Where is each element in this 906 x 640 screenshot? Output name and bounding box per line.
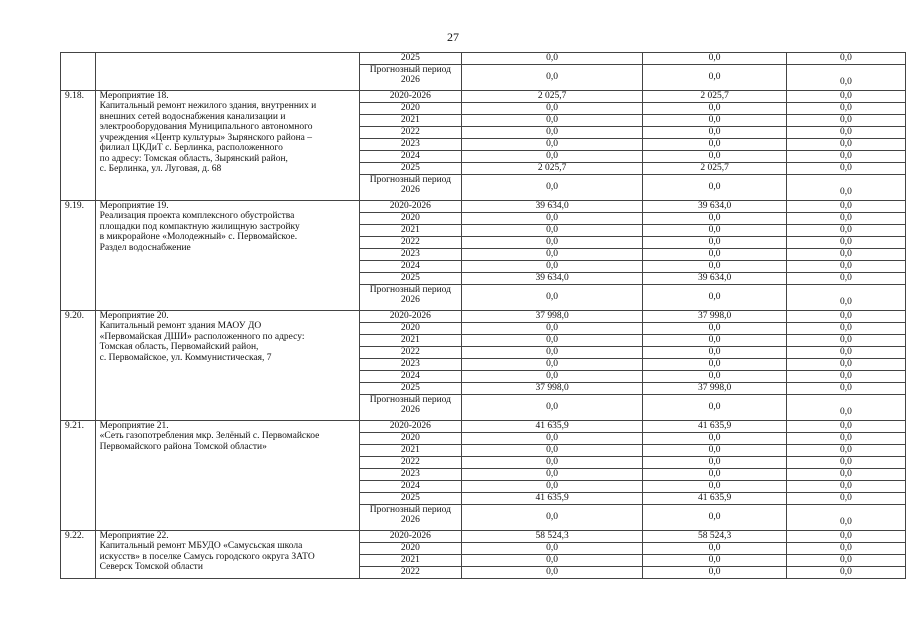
budget-value-cell: 0,0 — [643, 445, 786, 457]
other-value-cell: 0,0 — [786, 225, 905, 237]
value-text: 0,0 — [708, 292, 721, 302]
other-value-cell: 0,0 — [786, 457, 905, 469]
other-value-cell: 0,0 — [786, 347, 905, 359]
event-description-line: «Первомайская ДШИ» расположенного по адресу: — [99, 331, 305, 342]
other-value-cell: 0,0 — [786, 237, 905, 249]
other-value-cell: 0,0 — [786, 531, 905, 543]
total-value-cell: 0,0 — [461, 433, 643, 445]
event-description-line: Мероприятие 18. — [99, 91, 169, 101]
event-description-line: Первомайского района Томской области» — [99, 441, 267, 452]
year-cell: 2024 — [359, 371, 461, 383]
value-text: 0,0 — [708, 182, 721, 192]
event-description-line: внешних сетей водоснабжения канализации и — [99, 111, 286, 122]
year-cell: 2025 — [359, 53, 461, 65]
event-number-cell: 9.18. — [61, 91, 96, 201]
budget-value-cell: 0,0 — [643, 323, 786, 335]
other-value-cell: 0,0 — [786, 481, 905, 493]
year-cell: 2025 — [359, 383, 461, 395]
other-value-cell: 0,0 — [786, 469, 905, 481]
total-value-cell — [461, 65, 643, 91]
total-value-cell: 39 634,0 — [461, 273, 643, 285]
other-value-cell: 0,0 — [786, 493, 905, 505]
year-cell: 2023 — [359, 469, 461, 481]
other-value-cell: 0,0 — [786, 445, 905, 457]
value-text: 0,0 — [708, 72, 721, 82]
year-cell: 2020 — [359, 323, 461, 335]
forecast-period-label: Прогнозный период — [369, 175, 451, 185]
year-cell: 2022 — [359, 457, 461, 469]
other-value-cell — [786, 65, 905, 91]
total-value-cell: 0,0 — [461, 335, 643, 347]
total-value-cell: 0,0 — [461, 481, 643, 493]
other-value-cell: 0,0 — [786, 115, 905, 127]
event-description-line: с. Первомайское, ул. Коммунистическая, 7 — [99, 352, 272, 363]
total-value-cell: 0,0 — [461, 555, 643, 567]
other-value-cell — [786, 285, 905, 311]
value-text: 0,0 — [839, 297, 852, 307]
total-value-cell: 2 025,7 — [461, 163, 643, 175]
budget-value-cell — [643, 175, 786, 201]
budget-value-cell: 37 998,0 — [643, 311, 786, 323]
year-cell: 2020 — [359, 213, 461, 225]
value-text: 0,0 — [839, 77, 852, 87]
year-cell: 2021 — [359, 445, 461, 457]
event-description-cell — [95, 421, 359, 531]
event-description-line: с. Берлинка, ул. Луговая, д. 68 — [99, 164, 222, 175]
table-row — [61, 53, 906, 65]
event-description-line: Капитальный ремонт нежилого здания, внутренних и — [99, 101, 317, 112]
budget-value-cell: 0,0 — [643, 567, 786, 579]
year-cell: 2023 — [359, 359, 461, 371]
year-cell: 2022 — [359, 127, 461, 139]
budget-value-cell: 0,0 — [643, 249, 786, 261]
year-cell: 2020-2026 — [359, 421, 461, 433]
total-value-cell: 0,0 — [461, 457, 643, 469]
other-value-cell: 0,0 — [786, 335, 905, 347]
budget-value-cell: 0,0 — [643, 359, 786, 371]
other-value-cell: 0,0 — [786, 433, 905, 445]
total-value-cell: 39 634,0 — [461, 201, 643, 213]
total-value-cell: 0,0 — [461, 261, 643, 273]
event-description-line: по адресу: Томская область, Зырянский район, — [99, 153, 288, 164]
budget-value-cell: 0,0 — [643, 371, 786, 383]
budget-value-cell — [643, 505, 786, 531]
event-number-cell: 9.21. — [61, 421, 96, 531]
total-value-cell: 0,0 — [461, 323, 643, 335]
year-cell: 2020-2026 — [359, 91, 461, 103]
budget-value-cell: 0,0 — [643, 139, 786, 151]
total-value-cell: 58 524,3 — [461, 531, 643, 543]
event-description-cell — [95, 53, 359, 91]
other-value-cell: 0,0 — [786, 103, 905, 115]
budget-value-cell: 0,0 — [643, 151, 786, 163]
budget-table — [60, 52, 906, 579]
budget-value-cell: 0,0 — [643, 347, 786, 359]
event-number-cell: 9.20. — [61, 311, 96, 421]
other-value-cell: 0,0 — [786, 139, 905, 151]
total-value-cell — [461, 505, 643, 531]
event-description-line: Реализация проекта комплексного обустройства — [99, 211, 295, 222]
year-cell — [359, 65, 461, 91]
value-text: 0,0 — [546, 292, 559, 302]
total-value-cell: 0,0 — [461, 543, 643, 555]
budget-value-cell: 41 635,9 — [643, 493, 786, 505]
budget-value-cell: 0,0 — [643, 261, 786, 273]
total-value-cell — [461, 285, 643, 311]
other-value-cell — [786, 505, 905, 531]
forecast-period-label: Прогнозный период — [369, 285, 451, 295]
year-cell: 2020 — [359, 543, 461, 555]
value-text: 0,0 — [839, 407, 852, 417]
budget-value-cell: 0,0 — [643, 103, 786, 115]
budget-table-body — [61, 53, 906, 579]
event-number-cell: 9.19. — [61, 201, 96, 311]
other-value-cell: 0,0 — [786, 163, 905, 175]
budget-value-cell: 0,0 — [643, 213, 786, 225]
budget-value-cell: 0,0 — [643, 237, 786, 249]
table-row — [61, 311, 906, 323]
budget-value-cell: 0,0 — [643, 457, 786, 469]
budget-value-cell: 0,0 — [643, 335, 786, 347]
budget-value-cell: 0,0 — [643, 543, 786, 555]
total-value-cell: 0,0 — [461, 469, 643, 481]
total-value-cell: 0,0 — [461, 103, 643, 115]
budget-value-cell: 0,0 — [643, 115, 786, 127]
year-cell: 2020-2026 — [359, 311, 461, 323]
other-value-cell: 0,0 — [786, 261, 905, 273]
total-value-cell — [461, 175, 643, 201]
forecast-year: 2026 — [400, 295, 420, 306]
year-cell: 2022 — [359, 567, 461, 579]
event-description-line: Мероприятие 19. — [99, 201, 169, 211]
other-value-cell: 0,0 — [786, 91, 905, 103]
total-value-cell: 37 998,0 — [461, 311, 643, 323]
other-value-cell: 0,0 — [786, 151, 905, 163]
year-cell: 2024 — [359, 151, 461, 163]
event-description-line: «Сеть газопотребления мкр. Зелёный с. Первомайское — [99, 431, 320, 442]
forecast-year: 2026 — [400, 185, 420, 196]
total-value-cell: 0,0 — [461, 359, 643, 371]
event-description-line: Раздел водоснабжение — [99, 242, 191, 253]
event-description-line: Мероприятие 21. — [99, 421, 169, 431]
value-text: 0,0 — [546, 182, 559, 192]
value-text: 0,0 — [546, 402, 559, 412]
total-value-cell — [461, 395, 643, 421]
year-cell: 2021 — [359, 115, 461, 127]
forecast-period-label: Прогнозный период — [369, 395, 451, 405]
other-value-cell: 0,0 — [786, 323, 905, 335]
year-cell: 2021 — [359, 225, 461, 237]
budget-value-cell: 0,0 — [643, 53, 786, 65]
value-text: 0,0 — [839, 187, 852, 197]
value-text: 0,0 — [708, 512, 721, 522]
year-cell: 2020-2026 — [359, 531, 461, 543]
other-value-cell: 0,0 — [786, 383, 905, 395]
year-cell: 2025 — [359, 273, 461, 285]
page-number: 27 — [447, 30, 459, 44]
year-cell: 2020 — [359, 433, 461, 445]
event-description-cell — [95, 91, 359, 201]
other-value-cell: 0,0 — [786, 249, 905, 261]
value-text: 0,0 — [839, 517, 852, 527]
event-description-cell — [95, 531, 359, 579]
event-description-line: Томская область, Первомайский район, — [99, 342, 259, 353]
budget-value-cell — [643, 395, 786, 421]
year-cell: 2022 — [359, 347, 461, 359]
year-cell — [359, 505, 461, 531]
event-description-line: искусств» в поселке Самусь городского округа ЗАТО — [99, 551, 315, 562]
value-text: 0,0 — [546, 512, 559, 522]
budget-value-cell: 2 025,7 — [643, 91, 786, 103]
total-value-cell: 41 635,9 — [461, 421, 643, 433]
event-description-line: площадки под компактную жилищную застройку — [99, 221, 300, 232]
year-cell — [359, 395, 461, 421]
value-text: 0,0 — [546, 72, 559, 82]
budget-value-cell: 0,0 — [643, 555, 786, 567]
total-value-cell: 0,0 — [461, 127, 643, 139]
other-value-cell: 0,0 — [786, 53, 905, 65]
forecast-year: 2026 — [400, 75, 420, 86]
event-description-line: филиал ЦКДиТ с. Берлинка, расположенного — [99, 143, 283, 154]
total-value-cell: 0,0 — [461, 151, 643, 163]
other-value-cell: 0,0 — [786, 371, 905, 383]
budget-value-cell: 0,0 — [643, 469, 786, 481]
total-value-cell: 0,0 — [461, 225, 643, 237]
year-cell: 2025 — [359, 493, 461, 505]
year-cell: 2020 — [359, 103, 461, 115]
year-cell: 2023 — [359, 139, 461, 151]
event-description-cell — [95, 311, 359, 421]
other-value-cell — [786, 175, 905, 201]
other-value-cell: 0,0 — [786, 555, 905, 567]
other-value-cell: 0,0 — [786, 543, 905, 555]
total-value-cell: 37 998,0 — [461, 383, 643, 395]
total-value-cell: 0,0 — [461, 347, 643, 359]
year-cell: 2025 — [359, 163, 461, 175]
total-value-cell: 0,0 — [461, 371, 643, 383]
table-row — [61, 91, 906, 103]
total-value-cell: 0,0 — [461, 115, 643, 127]
year-cell: 2020-2026 — [359, 201, 461, 213]
total-value-cell: 0,0 — [461, 567, 643, 579]
total-value-cell: 0,0 — [461, 139, 643, 151]
table-row — [61, 201, 906, 213]
event-number-cell — [61, 53, 96, 91]
total-value-cell: 0,0 — [461, 237, 643, 249]
year-cell — [359, 175, 461, 201]
event-description-line: в микрорайоне «Молодежный» с. Первомайское. — [99, 232, 298, 243]
other-value-cell — [786, 395, 905, 421]
budget-value-cell — [643, 285, 786, 311]
event-description-line: учреждения «Центр культуры» Зырянского района – — [99, 132, 312, 143]
total-value-cell: 0,0 — [461, 249, 643, 261]
year-cell: 2022 — [359, 237, 461, 249]
other-value-cell: 0,0 — [786, 311, 905, 323]
forecast-period-label: Прогнозный период — [369, 505, 451, 515]
forecast-year: 2026 — [400, 405, 420, 416]
budget-value-cell: 39 634,0 — [643, 273, 786, 285]
year-cell: 2021 — [359, 555, 461, 567]
event-description-line: Капитальный ремонт МБУДО «Самусьская школа — [99, 541, 303, 552]
event-description-line: Северск Томской области — [99, 562, 203, 573]
forecast-year: 2026 — [400, 515, 420, 526]
event-description-line: Мероприятие 22. — [99, 531, 169, 541]
budget-value-cell: 2 025,7 — [643, 163, 786, 175]
year-cell: 2024 — [359, 261, 461, 273]
year-cell — [359, 285, 461, 311]
budget-value-cell: 39 634,0 — [643, 201, 786, 213]
year-cell: 2024 — [359, 481, 461, 493]
other-value-cell: 0,0 — [786, 273, 905, 285]
budget-value-cell: 37 998,0 — [643, 383, 786, 395]
year-cell: 2021 — [359, 335, 461, 347]
total-value-cell: 0,0 — [461, 445, 643, 457]
total-value-cell: 41 635,9 — [461, 493, 643, 505]
table-row — [61, 421, 906, 433]
budget-value-cell — [643, 65, 786, 91]
year-cell: 2023 — [359, 249, 461, 261]
budget-value-cell: 0,0 — [643, 225, 786, 237]
budget-value-cell: 0,0 — [643, 433, 786, 445]
other-value-cell: 0,0 — [786, 567, 905, 579]
event-description-line: электрооборудования Муниципального автономного — [99, 122, 313, 133]
other-value-cell: 0,0 — [786, 127, 905, 139]
budget-value-cell: 41 635,9 — [643, 421, 786, 433]
event-number-cell: 9.22. — [61, 531, 96, 579]
budget-value-cell: 0,0 — [643, 481, 786, 493]
other-value-cell: 0,0 — [786, 359, 905, 371]
total-value-cell: 2 025,7 — [461, 91, 643, 103]
other-value-cell: 0,0 — [786, 213, 905, 225]
value-text: 0,0 — [708, 402, 721, 412]
event-description-line: Капитальный ремонт здания МАОУ ДО — [99, 321, 262, 332]
event-description-cell — [95, 201, 359, 311]
budget-value-cell: 0,0 — [643, 127, 786, 139]
other-value-cell: 0,0 — [786, 201, 905, 213]
total-value-cell: 0,0 — [461, 53, 643, 65]
forecast-period-label: Прогнозный период — [369, 65, 451, 75]
table-row — [61, 531, 906, 543]
other-value-cell: 0,0 — [786, 421, 905, 433]
event-description-line: Мероприятие 20. — [99, 311, 169, 321]
budget-value-cell: 58 524,3 — [643, 531, 786, 543]
total-value-cell: 0,0 — [461, 213, 643, 225]
